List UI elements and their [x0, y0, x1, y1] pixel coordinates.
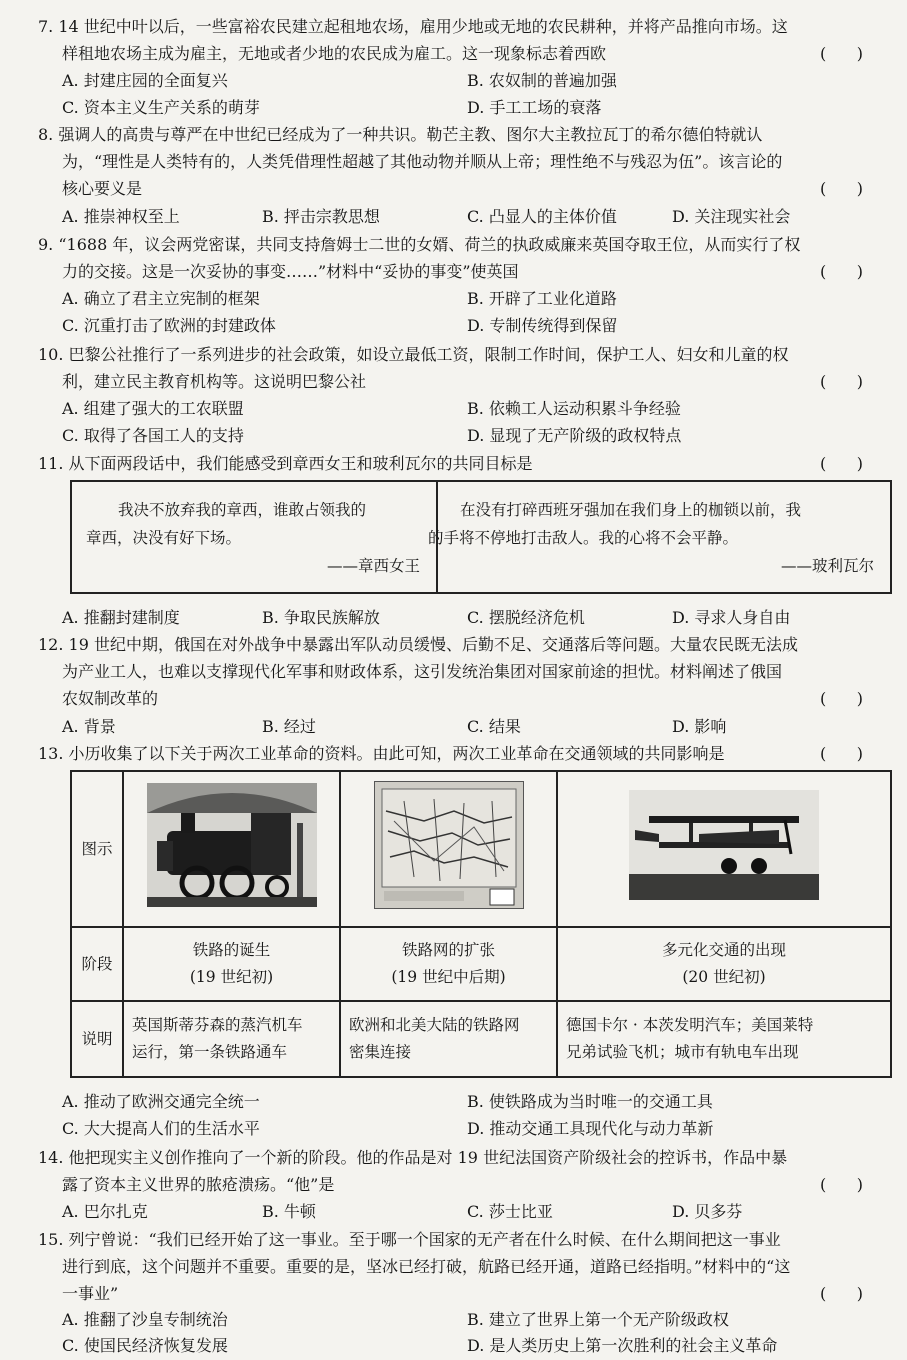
early-airplane-image — [629, 790, 819, 900]
q15-line-3: 一事业” — [62, 1284, 119, 1303]
q15-answer-blank[interactable]: ( ) — [820, 1284, 863, 1303]
stage-2-cell — [340, 927, 557, 1001]
stage-2-desc-line-1: 欧洲和北美大陆的铁路网 — [349, 1016, 520, 1034]
q9-option-d[interactable]: D. 专制传统得到保留 — [467, 316, 618, 335]
cell-airplane-photo — [557, 771, 891, 927]
q10-line-2: 利，建立民主教育机构等。这说明巴黎公社 — [62, 372, 367, 391]
q10-option-c[interactable]: C. 取得了各国工人的支持 — [62, 426, 244, 445]
stage-1-period: (19 世纪初) — [189, 968, 274, 986]
q13-option-d[interactable]: D. 推动交通工具现代化与动力革新 — [467, 1119, 714, 1138]
q15-option-d[interactable]: D. 是人类历史上第一次胜利的社会主义革命 — [467, 1336, 778, 1355]
steam-locomotive-image — [147, 783, 317, 907]
q10-option-b[interactable]: B. 依赖工人运动积累斗争经验 — [467, 399, 681, 418]
q10-option-d[interactable]: D. 显现了无产阶级的政权特点 — [467, 426, 682, 445]
q12-option-a[interactable]: A. 背景 — [62, 717, 116, 736]
q15-option-a[interactable]: A. 推翻了沙皇专制统治 — [62, 1310, 228, 1329]
quote-left-source: ——章西女王 — [326, 557, 420, 575]
q12-line-1: 12. 19 世纪中期，俄国在对外战争中暴露出军队动员缓慢、后勤不足、交通落后等问题。大量农民既无法成 — [38, 635, 798, 654]
q14-answer-blank[interactable]: ( ) — [820, 1175, 863, 1194]
q12-line-2: 为产业工人，也难以支撑现代化军事和财政体系，这引发统治集团对国家前途的担忧。材料阐述了俄国 — [62, 662, 783, 681]
q8-option-b[interactable]: B. 抨击宗教思想 — [262, 207, 380, 226]
q8-line-3: 核心要义是 — [62, 179, 143, 198]
stage-3-period: (20 世纪初) — [682, 968, 766, 986]
q15-line-2: 进行到底，这个问题并不重要。重要的是，坚冰已经打破，航路已经开通，道路已经指明。”材料中的“这 — [62, 1257, 791, 1276]
stage-3-desc-line-1: 德国卡尔 · 本茨发明汽车；美国莱特 — [566, 1016, 814, 1034]
q13-answer-blank[interactable]: ( ) — [820, 744, 863, 763]
q9-option-a[interactable]: A. 确立了君主立宪制的框架 — [62, 289, 260, 308]
stage-1-desc-line-1: 英国斯蒂芬森的蒸汽机车 — [132, 1016, 303, 1034]
q14-option-a[interactable]: A. 巴尔扎克 — [62, 1202, 148, 1221]
q13-option-c[interactable]: C. 大大提高人们的生活水平 — [62, 1119, 260, 1138]
q8-answer-blank[interactable]: ( ) — [820, 179, 863, 198]
q7-option-b[interactable]: B. 农奴制的普遍加强 — [467, 71, 617, 90]
q9-option-c[interactable]: C. 沉重打击了欧洲的封建政体 — [62, 316, 276, 335]
q7-line-2: 样租地农场主成为雇主，无地或者少地的农民成为雇工。这一现象标志着西欧 — [62, 44, 607, 63]
q14-line-1: 14. 他把现实主义创作推向了一个新的阶段。他的作品是对 19 世纪法国资产阶级社会的控诉书，作品中暴 — [38, 1148, 788, 1167]
q11-line-1: 11. 从下面两段话中，我们能感受到章西女王和玻利瓦尔的共同目标是 — [38, 454, 533, 473]
quote-left-text-2: 章西，决没有好下场。 — [86, 529, 242, 547]
q15-line-1: 15. 列宁曾说：“我们已经开始了这一事业。至于哪一个国家的无产者在什么时候、在什么期间把这一事业 — [38, 1230, 781, 1249]
q8-line-1: 8. 强调人的高贵与尊严在中世纪已经成为了一种共识。勒芒主教、图尔大主教拉瓦丁的希尔德伯特就认 — [38, 125, 763, 144]
q11-answer-blank[interactable]: ( ) — [820, 454, 863, 473]
stage-2-desc-line-2: 密集连接 — [349, 1043, 412, 1061]
q12-line-3: 农奴制改革的 — [62, 689, 159, 708]
q8-option-c[interactable]: C. 凸显人的主体价值 — [467, 207, 617, 226]
q14-option-d[interactable]: D. 贝多芬 — [672, 1202, 743, 1221]
q11-option-c[interactable]: C. 摆脱经济危机 — [467, 608, 585, 627]
row-label-stage: 阶段 — [71, 927, 123, 1001]
q14-option-b[interactable]: B. 牛顿 — [262, 1202, 316, 1221]
stage-2-period: (19 世纪中后期) — [391, 968, 506, 986]
row-label-illustration: 图示 — [71, 771, 123, 927]
stage-1-description — [123, 1001, 340, 1077]
q8-option-d[interactable]: D. 关注现实社会 — [672, 207, 791, 226]
quote-left-text-1: 我决不放弃我的章西，谁敢占领我的 — [118, 501, 367, 519]
q7-line-1: 7. 14 世纪中叶以后，一些富裕农民建立起租地农场，雇用少地或无地的农民耕种，并将产品推向市场。这 — [38, 17, 788, 36]
q7-option-c[interactable]: C. 资本主义生产关系的萌芽 — [62, 98, 260, 117]
q7-option-d[interactable]: D. 手工工场的衰落 — [467, 98, 602, 117]
stage-3-desc-line-2: 兄弟试验飞机；城市有轨电车出现 — [566, 1043, 799, 1061]
stage-2-description — [340, 1001, 557, 1077]
stage-1-cell — [123, 927, 340, 1001]
quote-rani-of-jhansi — [72, 482, 438, 592]
q13-option-b[interactable]: B. 使铁路成为当时唯一的交通工具 — [467, 1092, 713, 1111]
stage-3-description — [557, 1001, 891, 1077]
q7-option-a[interactable]: A. 封建庄园的全面复兴 — [62, 71, 228, 90]
cell-railway-map — [340, 771, 557, 927]
q8-line-2: 为，“理性是人类特有的，人类凭借理性超越了其他动物并顺从上帝；理性绝不与残忍为伍”。该言论的 — [62, 152, 783, 171]
table-row-descriptions — [71, 1001, 891, 1077]
stage-3-cell — [557, 927, 891, 1001]
q11-option-d[interactable]: D. 寻求人身自由 — [672, 608, 791, 627]
stage-3-title: 多元化交通的出现 — [661, 941, 786, 959]
stage-2-title: 铁路网的扩张 — [401, 941, 495, 959]
q11-option-a[interactable]: A. 推翻封建制度 — [62, 608, 180, 627]
quote-bolivar — [414, 482, 890, 592]
cell-locomotive-photo — [123, 771, 340, 927]
q13-line-1: 13. 小历收集了以下关于两次工业革命的资料。由此可知，两次工业革命在交通领域的共同影响是 — [38, 744, 725, 763]
q11-option-b[interactable]: B. 争取民族解放 — [262, 608, 380, 627]
table-row-images — [71, 771, 891, 927]
q15-option-b[interactable]: B. 建立了世界上第一个无产阶级政权 — [467, 1310, 729, 1329]
q8-option-a[interactable]: A. 推崇神权至上 — [62, 207, 180, 226]
q14-option-c[interactable]: C. 莎士比亚 — [467, 1202, 553, 1221]
q15-option-c[interactable]: C. 使国民经济恢复发展 — [62, 1336, 228, 1355]
q12-option-c[interactable]: C. 结果 — [467, 717, 521, 736]
q13-table — [70, 770, 892, 1078]
railway-network-map-image — [374, 781, 524, 909]
q10-line-1: 10. 巴黎公社推行了一系列进步的社会政策，如设立最低工资，限制工作时间，保护工人、妇女和儿童的权 — [38, 345, 789, 364]
q9-line-1: 9. “1688 年，议会两党密谋，共同支持詹姆士二世的女婿、荷兰的执政威廉来英国夺取王位，从而实行了权 — [38, 235, 801, 254]
quote-right-source: ——玻利瓦尔 — [780, 557, 874, 575]
q13-option-a[interactable]: A. 推动了欧洲交通完全统一 — [62, 1092, 260, 1111]
q11-quote-box — [70, 480, 892, 594]
q10-option-a[interactable]: A. 组建了强大的工农联盟 — [62, 399, 244, 418]
q12-option-d[interactable]: D. 影响 — [672, 717, 727, 736]
row-label-description: 说明 — [71, 1001, 123, 1077]
q14-line-2: 露了资本主义世界的脓疮溃疡。“他”是 — [62, 1175, 335, 1194]
q9-option-b[interactable]: B. 开辟了工业化道路 — [467, 289, 617, 308]
q7-answer-blank[interactable]: ( ) — [820, 44, 863, 63]
q12-answer-blank[interactable]: ( ) — [820, 689, 863, 708]
stage-1-desc-line-2: 运行，第一条铁路通车 — [132, 1043, 288, 1061]
q9-answer-blank[interactable]: ( ) — [820, 262, 863, 281]
table-row-stages — [71, 927, 891, 1001]
q10-answer-blank[interactable]: ( ) — [820, 372, 863, 391]
stage-1-title: 铁路的诞生 — [192, 941, 271, 959]
quote-right-text-2: 的手将不停地打击敌人。我的心将不会平静。 — [428, 529, 739, 547]
quote-right-text-1: 在没有打碎西班牙强加在我们身上的枷锁以前，我 — [460, 501, 802, 519]
q12-option-b[interactable]: B. 经过 — [262, 717, 316, 736]
q9-line-2: 力的交接。这是一次妥协的事变……”材料中“妥协的事变”使英国 — [62, 262, 519, 281]
